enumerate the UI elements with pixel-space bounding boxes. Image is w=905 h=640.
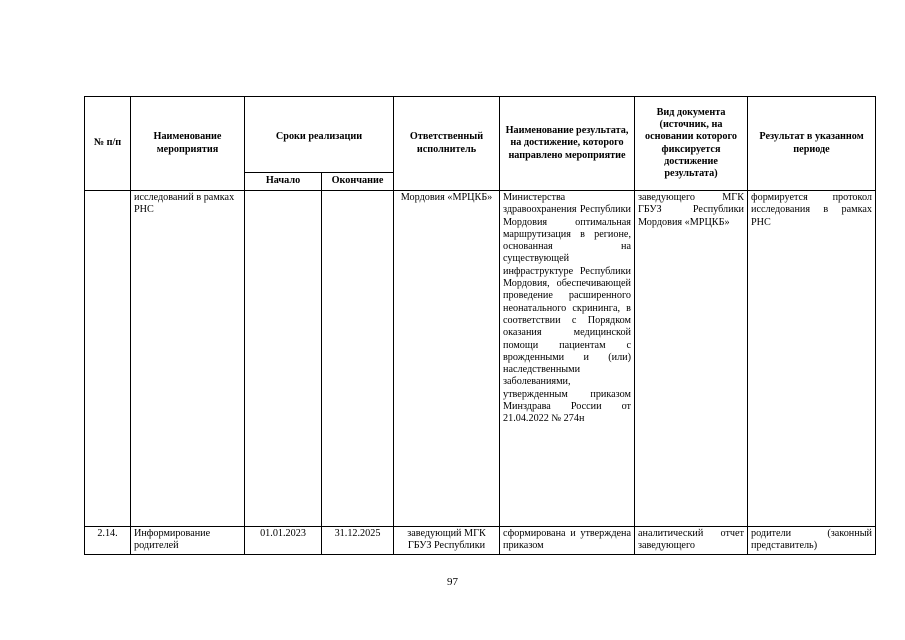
table-row [85,191,876,527]
cell-responsible: Мордовия «МРЦКБ» [394,191,500,527]
header-doc-type: Вид документа (источник, на основании которого фиксируется достижение результата) [635,97,748,191]
cell-responsible: заведующий МГК ГБУЗ Республики [394,527,500,555]
cell-result-name: Министерства здравоохранения Республики Мордовия оптимальная маршрутизация в регионе, основанная на существующей инфраструктуре Республики Мордовия, обеспечивающей проведение расширенного неонатального скрининга, в соответствии с Порядком оказания медицинской помощи пациентам с врожденными и (или) наследственными заболеваниями, утвержденным приказом Минздрава России от 21.04.2022 № 274н [500,191,635,527]
cell-num [85,191,131,527]
header-result-name: Наименование результата, на достижение, которого направлено мероприятие [500,97,635,191]
header-num: № п/п [85,97,131,191]
header-terms-start: Начало [245,173,322,191]
cell-doc-type: заведующего МГК ГБУЗ Республики Мордовия «МРЦКБ» [635,191,748,527]
cell-end: 31.12.2025 [322,527,394,555]
header-terms-end: Окончание [322,173,394,191]
header-terms: Сроки реализации [245,97,394,173]
cell-period-result: родители (законный представитель) [748,527,876,555]
cell-start [245,191,322,527]
cell-result-name: сформирована и утверждена приказом [500,527,635,555]
header-responsible: Ответственный исполнитель [394,97,500,191]
cell-num: 2.14. [85,527,131,555]
cell-end [322,191,394,527]
activities-table [84,96,876,555]
page-number: 97 [447,576,458,588]
cell-name: Информирование родителей [131,527,245,555]
table-row [85,527,876,555]
cell-doc-type: аналитический отчет заведующего [635,527,748,555]
cell-name: исследований в рамках РНС [131,191,245,527]
table-header-row [85,97,876,173]
header-period-result: Результат в указанном периоде [748,97,876,191]
header-name: Наименование мероприятия [131,97,245,191]
cell-start: 01.01.2023 [245,527,322,555]
cell-period-result: формируется протокол исследования в рамках РНС [748,191,876,527]
